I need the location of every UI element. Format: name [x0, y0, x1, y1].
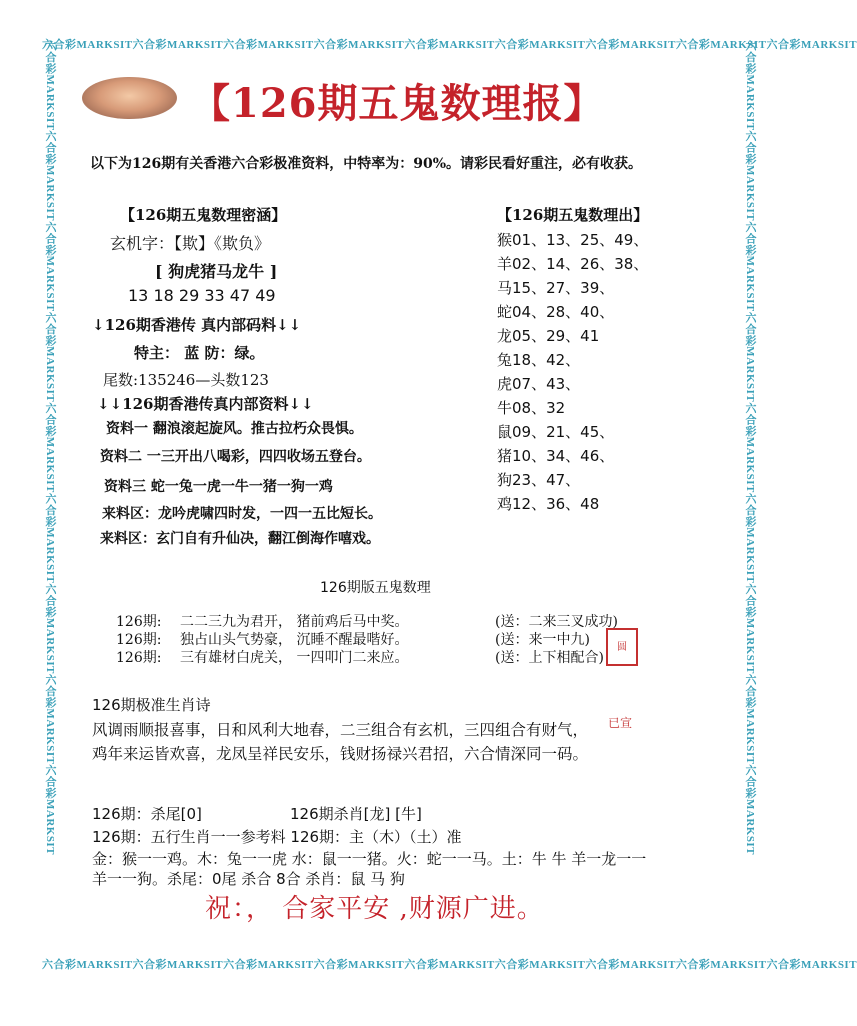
border-top: 六合彩MARKSIT六合彩MARKSIT六合彩MARKSIT六合彩MARKSIT六合彩MARKSIT六合彩MARKSIT六合彩MARKSIT六合彩MARKSIT六合彩MARKSIT: [42, 39, 857, 51]
zodiac-row: 狗23、47、: [497, 471, 581, 489]
zodiac-row: 蛇04、28、40、: [497, 303, 615, 321]
edition-gift: (送：上下相配合): [495, 650, 604, 666]
source-line-1: 来料区：龙吟虎啸四时发，一四一五比短长。: [102, 506, 382, 522]
kill-zodiac-line: 126期杀肖[龙] [牛]: [290, 805, 422, 823]
numbers-heading: 【126期五鬼数理出】: [497, 206, 649, 224]
edition-gift: (送：来一中九): [495, 632, 590, 648]
tail-head-line: 尾数:135246—头数123: [103, 371, 269, 389]
xuanji-line: 玄机字：【欺】《欺负》: [110, 234, 271, 253]
edition-verse: 三有雄材白虎关， 一四叩门二来应。: [180, 650, 409, 666]
zodiac-row: 兔18、42、: [497, 351, 581, 369]
red-seal-stamp: 已宣: [608, 716, 633, 730]
edition-verse: 独占山头气势豪， 沉睡不醒最喈好。: [180, 632, 409, 648]
zodiac-row: 牛08、32: [497, 399, 566, 417]
poem-title: 126期极准生肖诗: [92, 696, 211, 714]
source-line-2: 来料区：玄门自有升仙决，翻江倒海作嘻戏。: [100, 531, 380, 547]
border-bottom: 六合彩MARKSIT六合彩MARKSIT六合彩MARKSIT六合彩MARKSIT六合彩MARKSIT六合彩MARKSIT六合彩MARKSIT六合彩MARKSIT六合彩MARKSIT: [42, 959, 857, 971]
zodiac-row: 马15、27、39、: [497, 279, 615, 297]
edition-title: 126期版五鬼数理: [320, 580, 431, 596]
poem-line-2: 鸡年来运皆欢喜，龙凤呈祥民安乐，钱财扬禄兴君招，六合情深同一码。: [92, 745, 589, 763]
edition-gift: (送：二来三叉成功): [495, 614, 618, 630]
data-line-2: 资料二 一三开出八喝彩，四四收场五登台。: [100, 449, 371, 465]
avatar: [82, 77, 177, 119]
zodiac-row: 龙05、29、41: [497, 327, 600, 345]
zodiac-row: 猪10、34、46、: [497, 447, 615, 465]
zodiac-row: 猴01、13、25、49、: [497, 231, 649, 249]
internal-code-heading: ↓126期香港传 真内部码料↓↓: [92, 316, 302, 334]
numbers-line: 13 18 29 33 47 49: [128, 286, 276, 305]
page-title: 【126期五鬼数理报】: [190, 80, 605, 127]
data-line-1: 资料一 翻浪滚起旋风。推古拉朽众畏惧。: [106, 421, 363, 437]
blessing-text: 祝：， 合家平安 ,财源广进。: [205, 894, 544, 924]
data-line-3: 资料三 蛇一兔一虎一牛一猪一狗一鸡: [104, 479, 333, 495]
kill-summary-line: 羊一一狗。杀尾：0尾 杀合 8合 杀肖：鼠 马 狗: [92, 870, 405, 888]
tema-line: 特主： 蓝 防：绿。: [134, 344, 265, 362]
five-elements-line: 126期：五行生肖一一参考料 126期：主（木）（土）准: [92, 828, 462, 846]
red-seal-stamp: 圆: [606, 628, 638, 666]
kill-tail-line: 126期：杀尾[0]: [92, 805, 202, 823]
internal-info-heading: ↓↓126期香港传真内部资料↓↓: [97, 395, 314, 413]
elements-detail-line: 金：猴一一鸡。木：兔一一虎 水：鼠一一猪。火：蛇一一马。土：牛 牛 羊一龙一一: [92, 850, 647, 868]
edition-verse: 二二三九为君开， 猪前鸡后马中奖。: [180, 614, 409, 630]
border-right: 六合彩MARKSIT六合彩MARKSIT六合彩MARKSIT六合彩MARKSIT六合彩MARKSIT六合彩MARKSIT六合彩MARKSIT六合彩MARKSIT六合彩MARKSIT: [744, 40, 756, 856]
border-left: 六合彩MARKSIT六合彩MARKSIT六合彩MARKSIT六合彩MARKSIT六合彩MARKSIT六合彩MARKSIT六合彩MARKSIT六合彩MARKSIT六合彩MARKSIT: [44, 40, 56, 856]
edition-period: 126期:: [116, 632, 162, 648]
poem-line-1: 风调雨顺报喜事，日和风利大地春，二三组合有玄机，三四组合有财气，: [92, 721, 589, 739]
zodiac-row: 羊02、14、26、38、: [497, 255, 649, 273]
secret-heading: 【126期五鬼数理密涵】: [120, 206, 287, 224]
intro-text: 以下为126期有关香港六合彩极准资料，中特率为：90%。请彩民看好重注，必有收获。: [90, 156, 643, 172]
edition-period: 126期:: [116, 650, 162, 666]
zodiac-row: 鸡12、36、48: [497, 495, 600, 513]
edition-period: 126期:: [116, 614, 162, 630]
zodiac-row: 虎07、43、: [497, 375, 581, 393]
zodiac-row: 鼠09、21、45、: [497, 423, 615, 441]
zodiac-group: [ 狗虎猪马龙牛 ]: [155, 262, 278, 281]
